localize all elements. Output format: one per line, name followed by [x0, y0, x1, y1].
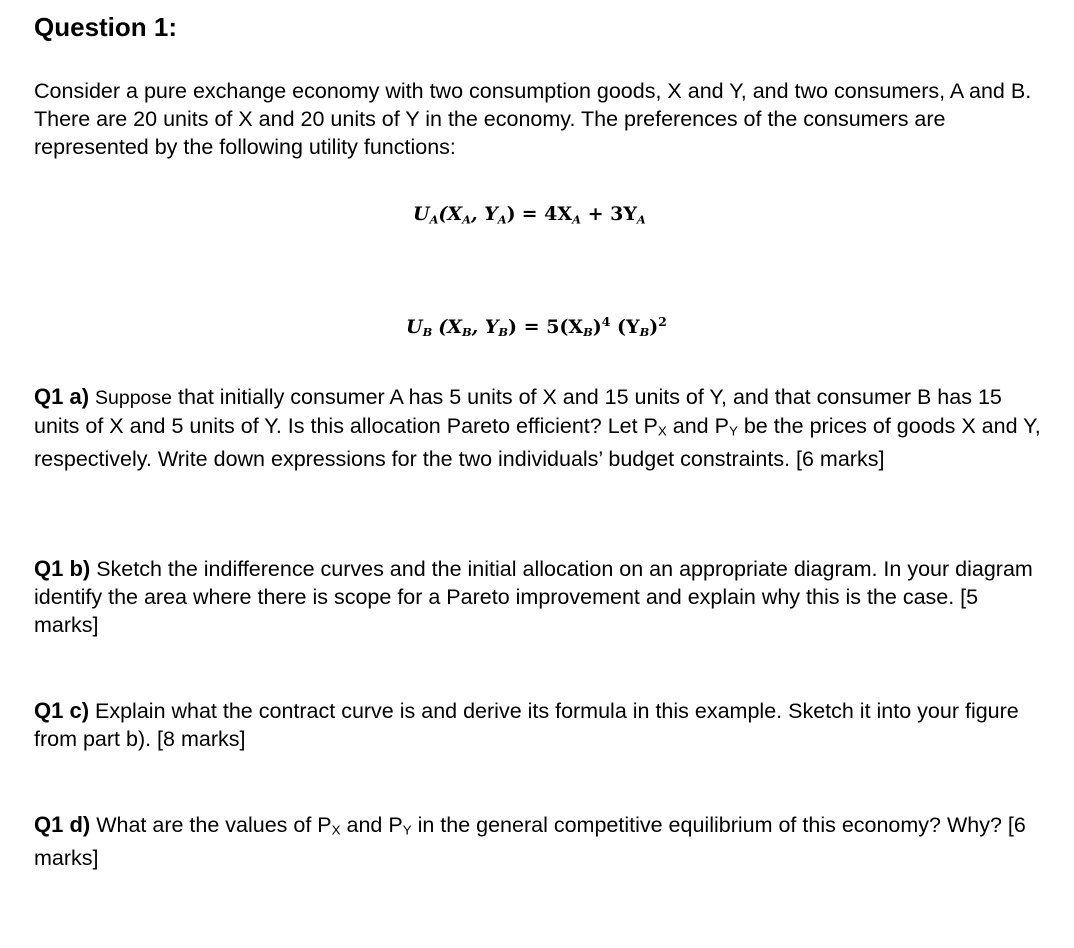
ub-exp2: 2	[658, 314, 667, 329]
ub-rhs-close1: )	[592, 315, 602, 338]
part-d-label: Q1 d)	[34, 812, 91, 837]
part-d-sub2: Y	[402, 822, 412, 838]
part-a-label: Q1 a)	[34, 384, 90, 409]
ub-rhs-sub1: B	[583, 325, 593, 340]
part-d-text3: in the general competitive equilibrium of this economy? Why? [6 marks]	[34, 813, 1026, 871]
part-c-label: Q1 c)	[34, 698, 90, 723]
utility-function-a	[413, 203, 646, 226]
ub-rhs-open2: (Y	[610, 315, 640, 338]
ub-args: (X	[438, 315, 462, 338]
ub-fn: U	[406, 315, 423, 338]
part-d-text1: What are the values of P	[90, 813, 332, 837]
part-a-sub1: X	[657, 423, 667, 439]
ub-arg1-sub: B	[461, 325, 472, 340]
ua-rhs-sub2: A	[636, 212, 646, 227]
question-intro: Consider a pure exchange economy with two consumption goods, X and Y, and two consumers, A and B. There are 20 units of X and 20 units of Y in the economy. The preferences of the consumers are represented by the following utility functions:	[34, 79, 1032, 159]
part-a-text1: that initially consumer A has 5 units of X and 15 units of Y, and that consumer B has 15 units of X and 5 units of Y. Is this allocation Pareto efficient? Let P	[34, 385, 1002, 438]
part-b	[34, 555, 1044, 639]
ua-rhs-sub1: A	[572, 212, 581, 227]
question-heading: Question 1:	[34, 12, 178, 42]
part-a-text3: be the prices of goods X and Y, respectively. Write down expressions for the two individuals’ budget constraints. [6 marks]	[34, 414, 1041, 472]
ua-args: (X	[438, 203, 463, 225]
part-c-text: Explain what the contract curve is and derive its formula in this example. Sketch it into your figure from part b). [8 marks]	[34, 699, 1019, 751]
ua-fn-sub: A	[429, 212, 439, 227]
part-b-label: Q1 b)	[34, 556, 91, 581]
ua-rhs: = 4X	[521, 203, 573, 225]
ua-sep: , Y	[471, 203, 498, 225]
part-a-text2: and P	[666, 414, 729, 438]
part-d	[34, 811, 1044, 872]
part-d-sub1: X	[331, 822, 341, 838]
ub-close: )	[508, 315, 518, 338]
ub-rhs: = 5(X	[523, 315, 584, 338]
ub-arg2-sub: B	[498, 325, 509, 340]
ub-fn-sub: B	[422, 325, 433, 340]
ua-arg1-sub: A	[462, 212, 471, 227]
part-c	[34, 697, 1044, 753]
ua-close: )	[506, 203, 516, 225]
part-a-lead: Suppose	[95, 387, 172, 409]
part-d-text2: and P	[340, 813, 403, 837]
part-b-text: Sketch the indifference curves and the initial allocation on an appropriate diagram. In your diagram identify the area where there is scope for a Pareto improvement and explain why this is the case. [5 marks]	[34, 557, 1033, 637]
ub-sep: , Y	[471, 315, 499, 338]
ub-exp1: 4	[601, 314, 611, 329]
ub-rhs-close2: )	[649, 315, 659, 338]
part-a	[34, 383, 1044, 473]
ua-rhs-mid: + 3Y	[580, 203, 637, 225]
part-a-sub2: Y	[728, 423, 738, 439]
utility-function-b	[406, 314, 667, 339]
ua-arg2-sub: A	[497, 212, 507, 227]
ub-rhs-sub2: B	[639, 325, 650, 340]
ua-fn: U	[413, 203, 430, 225]
